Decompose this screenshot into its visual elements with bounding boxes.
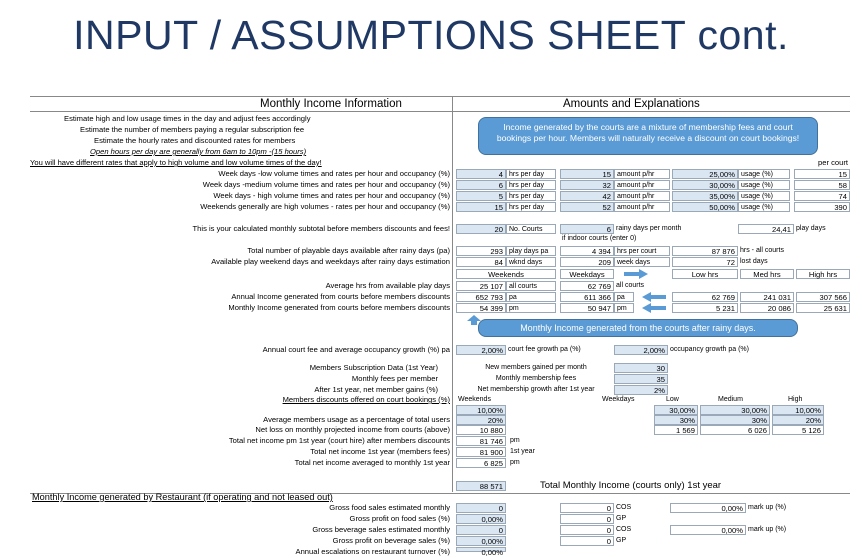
lost-days-value: 72 xyxy=(672,257,738,267)
rate-usage-label: usage (%) xyxy=(738,169,790,179)
playable-days-value: 293 xyxy=(456,246,506,256)
avg-usage-weekends-input[interactable]: 20% xyxy=(456,415,506,425)
rate-hrs-label: hrs per day xyxy=(506,202,556,212)
rate-hrs-label: hrs per day xyxy=(506,180,556,190)
restaurant-cos-label: COS xyxy=(616,504,632,511)
discounts-low-head: Low xyxy=(666,396,679,403)
net-loss-high: 5 126 xyxy=(772,425,824,435)
rate-row-label: Weekends generally are high volumes - rates per hour and occupancy (%) xyxy=(200,202,450,211)
net-loss-low: 1 569 xyxy=(654,425,698,435)
hrs-per-court-value: 4 394 xyxy=(560,246,614,256)
monthly-income-weekends-unit: pm xyxy=(506,303,556,313)
avg-usage-high-input[interactable]: 20% xyxy=(772,415,824,425)
rate-usage-label: usage (%) xyxy=(738,202,790,212)
monthly-income-label: Monthly Income generated from courts before members discounts xyxy=(228,303,450,312)
restaurant-label: Gross beverage sales estimated monthly xyxy=(312,525,450,534)
annual-income-high: 307 566 xyxy=(796,292,850,302)
discounts-medium-head: Medium xyxy=(718,396,743,403)
rate-amount-input[interactable]: 42 xyxy=(560,191,614,201)
restaurant-input[interactable]: 0,00% xyxy=(456,514,506,524)
restaurant-gp-label: GP xyxy=(616,515,627,522)
annual-income-weekdays: 611 366 xyxy=(560,292,614,302)
per-court-label: per court xyxy=(818,158,848,167)
discounts-high-head: High xyxy=(788,396,803,403)
discount-low-input[interactable]: 30,00% xyxy=(654,405,698,415)
restaurant-input[interactable]: 0 xyxy=(456,503,506,513)
weekend-days-unit: wknd days xyxy=(506,257,556,267)
total-label: Total net income pm 1st year (court hire) after members discounts xyxy=(228,436,450,445)
column-divider xyxy=(452,97,453,492)
restaurant-markup: 0,00% xyxy=(670,503,746,513)
discount-high-input[interactable]: 10,00% xyxy=(772,405,824,415)
rainy-days-input[interactable]: 6 xyxy=(560,224,614,234)
members-desc: New members gained per month xyxy=(485,364,587,371)
restaurant-gp: 0 xyxy=(560,536,614,546)
rate-amount-label: amount p/hr xyxy=(614,169,670,179)
weekend-days-value: 84 xyxy=(456,257,506,267)
occupancy-growth-label: occupancy growth pa (%) xyxy=(668,345,778,355)
total-value: 6 825 xyxy=(456,458,506,468)
total-unit: pm xyxy=(510,437,520,444)
play-days-value: 24,41 xyxy=(738,224,794,234)
restaurant-markup-label: mark up (%) xyxy=(748,526,787,533)
rate-per-court: 390 xyxy=(794,202,850,212)
arrow-right-icon xyxy=(624,269,648,279)
rate-row-label: Week days -low volume times and rates per hour and occupancy (%) xyxy=(218,169,450,178)
restaurant-label: Gross profit on food sales (%) xyxy=(349,514,450,523)
play-days-label: play days xyxy=(794,224,850,234)
restaurant-cos-label: COS xyxy=(616,526,632,533)
rate-hrs-input[interactable]: 4 xyxy=(456,169,506,179)
monthly-income-med: 20 086 xyxy=(740,303,794,313)
avg-hrs-weekdays-unit: all courts xyxy=(614,281,670,291)
rate-amount-label: amount p/hr xyxy=(614,191,670,201)
col-head-weekdays: Weekdays xyxy=(560,269,614,279)
restaurant-cos: 0 xyxy=(560,503,614,513)
restaurant-gp: 0 xyxy=(560,514,614,524)
rate-usage-input[interactable]: 35,00% xyxy=(672,191,738,201)
playable-days-label: Total number of playable days available after rainy days (pa) xyxy=(247,246,450,255)
assumptions-sheet xyxy=(30,96,850,557)
playable-days-unit: play days pa xyxy=(506,246,556,256)
intro-line-5: You will have different rates that apply to high volume and low volume times of the day! xyxy=(30,158,322,167)
members-desc: Monthly membership fees xyxy=(495,375,577,382)
restaurant-label: Annual escalations on restaurant turnover (%) xyxy=(295,547,450,556)
restaurant-input[interactable]: 0,00% xyxy=(456,536,506,546)
annual-income-low: 62 769 xyxy=(672,292,738,302)
rate-hrs-label: hrs per day xyxy=(506,191,556,201)
total-label: Total net income averaged to monthly 1st year xyxy=(294,458,450,467)
restaurant-gp-label: GP xyxy=(616,537,627,544)
rate-usage-input[interactable]: 30,00% xyxy=(672,180,738,190)
members-input[interactable]: 35 xyxy=(614,374,668,384)
occupancy-growth-input[interactable]: 2,00% xyxy=(614,345,668,355)
members-label: Monthly fees per member xyxy=(351,374,438,383)
net-loss-med: 6 026 xyxy=(700,425,770,435)
col-head-high: High hrs xyxy=(796,269,850,279)
rate-usage-label: usage (%) xyxy=(738,191,790,201)
avg-usage-low-input[interactable]: 30% xyxy=(654,415,698,425)
growth-label: Annual court fee and average occupancy growth (%) pa xyxy=(262,345,450,354)
members-input[interactable]: 2% xyxy=(614,385,668,395)
header-rule xyxy=(30,111,850,112)
col-head-med: Med hrs xyxy=(740,269,794,279)
intro-line-1: Estimate high and low usage times in the day and adjust fees accordingly xyxy=(64,114,311,123)
hrs-per-court-unit: hrs per court xyxy=(614,246,670,256)
monthly-income-high: 25 631 xyxy=(796,303,850,313)
rate-hrs-input[interactable]: 15 xyxy=(456,202,506,212)
rate-amount-input[interactable]: 32 xyxy=(560,180,614,190)
courts-label: No. Courts xyxy=(506,224,556,234)
rainy-days-label: rainy days per month xyxy=(614,224,704,234)
court-fee-growth-input[interactable]: 2,00% xyxy=(456,345,506,355)
weekend-play-label: Available play weekend days and weekdays after rainy days estimation xyxy=(211,257,450,266)
restaurant-cos: 0 xyxy=(560,525,614,535)
restaurant-markup-label: mark up (%) xyxy=(748,504,787,511)
restaurant-heading: Monthly Income generated by Restaurant (if operating and not leased out) xyxy=(32,492,333,502)
hrs-all-courts-unit: hrs - all courts xyxy=(738,246,798,256)
discounts-weekends-head: Weekends xyxy=(458,396,491,403)
restaurant-markup: 0,00% xyxy=(670,525,746,535)
discount-weekends-input[interactable]: 10,00% xyxy=(456,405,506,415)
total-unit: 1st year xyxy=(510,448,535,455)
annual-income-label: Annual Income generated from courts before members discounts xyxy=(231,292,450,301)
rate-row-label: Week days -medium volume times and rates per hour and occupancy (%) xyxy=(202,180,450,189)
rate-hrs-label: hrs per day xyxy=(506,169,556,179)
intro-line-3: Estimate the hourly rates and discounted rates for members xyxy=(94,136,296,145)
monthly-income-weekdays: 50 947 xyxy=(560,303,614,313)
col-head-low: Low hrs xyxy=(672,269,738,279)
avg-hrs-weekends-unit: all courts xyxy=(506,281,556,291)
week-days-unit: week days xyxy=(614,257,670,267)
total-value: 81 900 xyxy=(456,447,506,457)
discounts-weekdays-head: Weekdays xyxy=(602,396,635,403)
total-value: 81 746 xyxy=(456,436,506,446)
rate-usage-input[interactable]: 50,00% xyxy=(672,202,738,212)
week-days-value: 209 xyxy=(560,257,614,267)
net-loss-weekends: 10 880 xyxy=(456,425,506,435)
monthly-income-weekends: 54 399 xyxy=(456,303,506,313)
total-label: Total net income 1st year (members fees) xyxy=(310,447,450,456)
monthly-income-low: 5 231 xyxy=(672,303,738,313)
rate-amount-input[interactable]: 52 xyxy=(560,202,614,212)
members-label: Members Subscription Data (1st Year) xyxy=(309,363,438,372)
lost-days-unit: lost days xyxy=(738,257,790,267)
annual-income-weekdays-unit: pa xyxy=(614,292,634,302)
annual-income-weekends-unit: pa xyxy=(506,292,556,302)
avg-usage-label: Average members usage as a percentage of total users xyxy=(263,415,450,424)
members-label: After 1st year, net member gains (%) xyxy=(314,385,438,394)
right-header: Amounts and Explanations xyxy=(563,98,700,110)
rate-per-court: 74 xyxy=(794,191,850,201)
rate-amount-label: amount p/hr xyxy=(614,202,670,212)
restaurant-label: Gross food sales estimated monthly xyxy=(329,503,450,512)
avg-hrs-label: Average hrs from available play days xyxy=(325,281,450,290)
rate-amount-input[interactable]: 15 xyxy=(560,169,614,179)
left-header: Monthly Income Information xyxy=(260,98,402,110)
col-head-weekends: Weekends xyxy=(456,269,556,279)
arrow-left-icon xyxy=(642,292,666,302)
restaurant-input[interactable]: 0 xyxy=(456,525,506,535)
rate-row-label: Week days - high volume times and rates per hour and occupancy (%) xyxy=(213,191,450,200)
rate-hrs-input[interactable]: 5 xyxy=(456,191,506,201)
annual-income-weekends: 652 793 xyxy=(456,292,506,302)
avg-hrs-weekends: 25 107 xyxy=(456,281,506,291)
rate-amount-label: amount p/hr xyxy=(614,180,670,190)
restaurant-input[interactable]: 0,00% xyxy=(456,547,506,552)
rate-hrs-input[interactable]: 6 xyxy=(456,180,506,190)
net-loss-label: Net loss on monthly projected income from courts (above) xyxy=(255,425,450,434)
intro-line-4: Open hours per day are generally from 6am to 10pm -(15 hours) xyxy=(90,147,307,156)
annual-income-med: 241 031 xyxy=(740,292,794,302)
rate-per-court: 58 xyxy=(794,180,850,190)
hrs-all-courts-value: 87 876 xyxy=(672,246,738,256)
avg-usage-med-input[interactable]: 30% xyxy=(700,415,770,425)
intro-line-2: Estimate the number of members paying a regular subscription fee xyxy=(80,125,305,134)
subtotal-label: This is your calculated monthly subtotal before members discounts and fees! xyxy=(192,224,450,233)
indoor-note: if indoor courts (enter 0) xyxy=(562,235,637,242)
rate-usage-label: usage (%) xyxy=(738,180,790,190)
arrow-left-icon xyxy=(642,303,666,313)
callout-income-explanation: Income generated by the courts are a mixture of membership fees and court bookings per hour. Members will naturally receive a discount on court bookings! xyxy=(478,117,818,155)
members-input[interactable]: 30 xyxy=(614,363,668,373)
total-monthly-value: 88 571 xyxy=(456,481,506,491)
discounts-label: Members discounts offered on court bookings (%) xyxy=(282,395,450,404)
members-desc: Net membership growth after 1st year xyxy=(477,386,595,393)
page-title: INPUT / ASSUMPTIONS SHEET cont. xyxy=(73,12,789,58)
total-monthly-label: Total Monthly Income (courts only) 1st year xyxy=(540,480,722,491)
monthly-income-weekdays-unit: pm xyxy=(614,303,634,313)
avg-hrs-weekdays: 62 769 xyxy=(560,281,614,291)
callout-monthly-income: Monthly Income generated from the courts after rainy days. xyxy=(478,319,798,337)
discount-medium-input[interactable]: 30,00% xyxy=(700,405,770,415)
courts-input[interactable]: 20 xyxy=(456,224,506,234)
rate-per-court: 15 xyxy=(794,169,850,179)
rate-usage-input[interactable]: 25,00% xyxy=(672,169,738,179)
restaurant-label: Gross profit on beverage sales (%) xyxy=(332,536,450,545)
total-unit: pm xyxy=(510,459,520,466)
court-fee-growth-label: court fee growth pa (%) xyxy=(506,345,606,355)
